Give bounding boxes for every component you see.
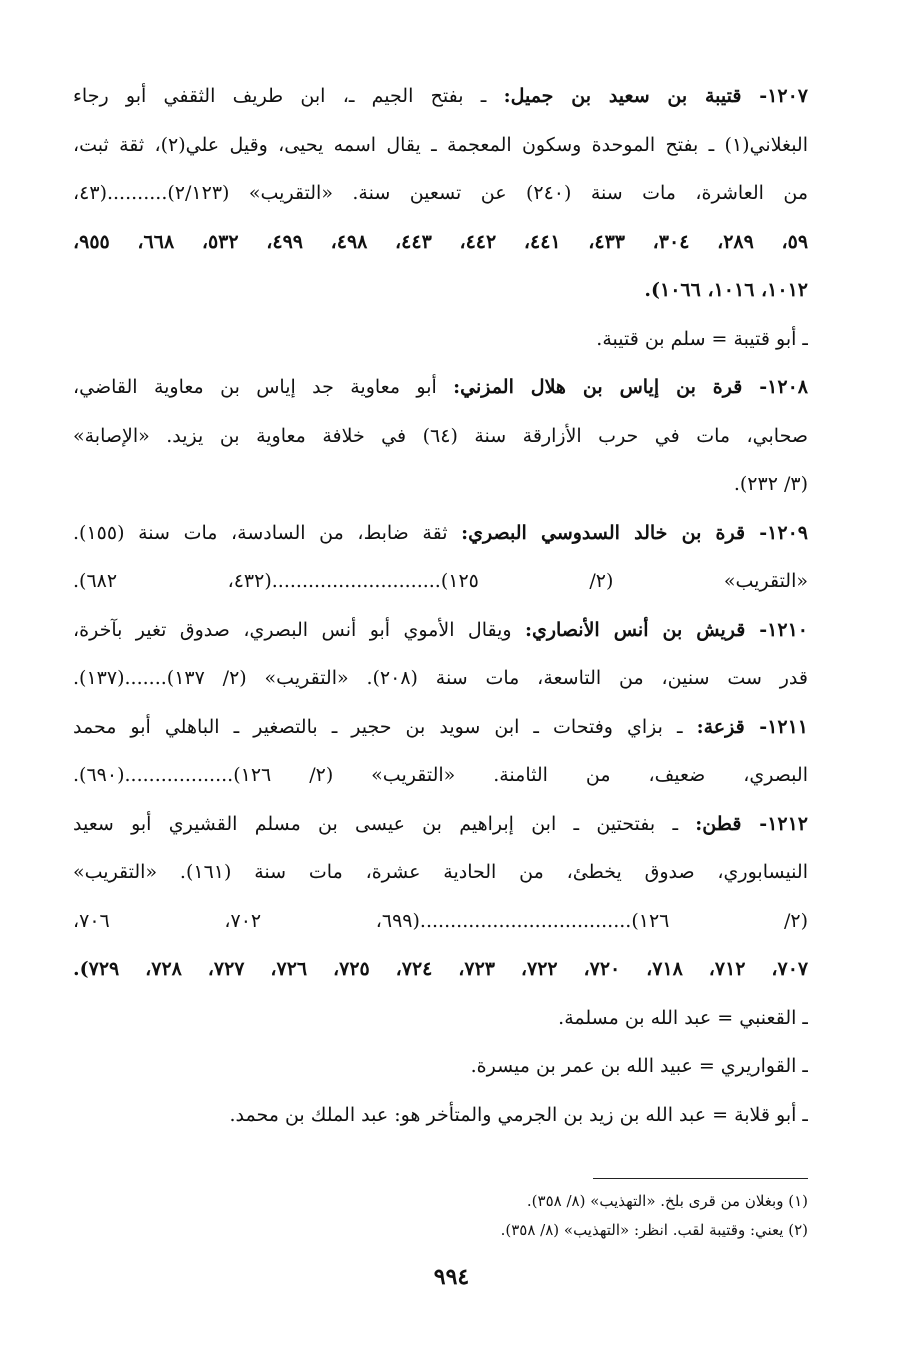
entry-1210-line-2: قدر ست سنين، من التاسعة، مات سنة (٢٠٨). «التقريب» (٢/ ١٣٧).......(١٣٧). [73, 667, 808, 689]
entry-1210-line-1 [73, 606, 808, 655]
entry-1207-line-2: البغلاني(١) ـ بفتح الموحدة وسكون المعجمة ـ يقال اسمه يحيى، وقيل علي(٢)، ثقة ثبت، [73, 133, 808, 156]
footnote-divider [593, 1178, 808, 1179]
entry-1208-line-1 [73, 363, 808, 412]
cross-ref-abu-qilaba: ـ أبو قلابة = عبد الله بن زيد بن الجرمي والمتأخر هو: عبد الملك بن محمد. [229, 1103, 808, 1126]
entry-1208-line-3: (٣/ ٢٣٢). [733, 473, 808, 495]
entry-1207-heading: ١٢٠٧- قتيبة بن سعيد بن جميل: [503, 85, 808, 107]
entry-1207-text: ـ بفتح الجيم ـ، ابن طريف الثقفي أبو رجاء [73, 85, 487, 107]
entry-1208-text: أبو معاوية جد إياس بن معاوية القاضي، [73, 376, 437, 398]
entry-1207-line-1 [73, 72, 808, 121]
footnote-2: (٢) يعني: وقتيبة لقب. انظر: «التهذيب» (٨/ ٣٥٨). [500, 1221, 808, 1239]
entry-1207-line-3: من العاشرة، مات سنة (٢٤٠) عن تسعين سنة. «التقريب» (٢/١٢٣)..........(٤٣، [73, 182, 808, 204]
cross-ref-abu-qutayba: ـ أبو قتيبة = سلم بن قتيبة. [596, 327, 808, 350]
entry-1212-line-1 [73, 800, 808, 849]
entry-1207-line-4: ٥٩، ٢٨٩، ٣٠٤، ٤٣٣، ٤٤١، ٤٤٢، ٤٤٣، ٤٩٨، ٤٩٩، ٥٣٢، ٦٦٨، ٩٥٥، [73, 230, 808, 253]
entry-1212-text: ـ بفتحتين ـ ابن إبراهيم بن عيسى بن مسلم القشيري أبو سعيد [73, 812, 679, 835]
entry-1209-heading: ١٢٠٩- قرة بن خالد السدوسي البصري: [461, 521, 808, 544]
entry-1211-text: ـ بزاي وفتحات ـ ابن سويد بن حجير ـ بالتصغير ـ الباهلي أبو محمد [73, 715, 683, 738]
entry-1210-heading: ١٢١٠- قريش بن أنس الأنصاري: [524, 618, 808, 641]
entry-1211-line-2: البصري، ضعيف، من الثامنة. «التقريب» (٢/ ١٢٦)..................(٦٩٠). [73, 764, 808, 786]
entry-1208-heading: ١٢٠٨- قرة بن إياس بن هلال المزني: [453, 376, 808, 398]
cross-ref-qanabi: ـ القعنبي = عبد الله بن مسلمة. [558, 1006, 808, 1029]
footnote-1: (١) وبغلان من قرى بلخ. «التهذيب» (٨/ ٣٥٨). [526, 1192, 808, 1210]
entry-1207-line-5: ١٠١٢، ١٠١٦، ١٠٦٦). [644, 279, 808, 301]
cross-ref-qawariri: ـ القواريري = عبيد الله بن عمر بن ميسرة. [470, 1055, 808, 1077]
entry-1208-line-2: صحابي، مات في حرب الأزارقة سنة (٦٤) في خلافة معاوية بن يزيد. «الإصابة» [73, 424, 808, 447]
main-text [73, 72, 808, 1139]
entry-1209-line-1 [73, 509, 808, 558]
entry-1212-line-3: (٢/ ١٢٦)...................................(٦٩٩، ٧٠٢، ٧٠٦، [73, 909, 808, 932]
entry-1212-line-4: ٧٠٧، ٧١٢، ٧١٨، ٧٢٠، ٧٢٢، ٧٢٣، ٧٢٤، ٧٢٥، ٧٢٦، ٧٢٧، ٧٢٨، ٧٢٩). [73, 958, 808, 980]
entry-1212-line-2: النيسابوري، صدوق يخطئ، من الحادية عشرة، مات سنة (١٦١). «التقريب» [73, 861, 808, 883]
footnotes [73, 1187, 808, 1245]
entry-1210-text: ويقال الأموي أبو أنس البصري، صدوق تغير بآخرة، [73, 618, 512, 641]
entry-1212-heading: ١٢١٢- قطن: [695, 812, 808, 835]
entry-1211-heading: ١٢١١- قزعة: [696, 715, 808, 738]
entry-1209-text: ثقة ضابط، من السادسة، مات سنة (١٥٥). [73, 521, 448, 544]
entry-1211-line-1 [73, 703, 808, 752]
page-number: ٩٩٤ [433, 1264, 470, 1290]
entry-1209-line-2: «التقريب» (٢/ ١٢٥)............................(٤٣٢، ٦٨٢). [73, 570, 808, 592]
